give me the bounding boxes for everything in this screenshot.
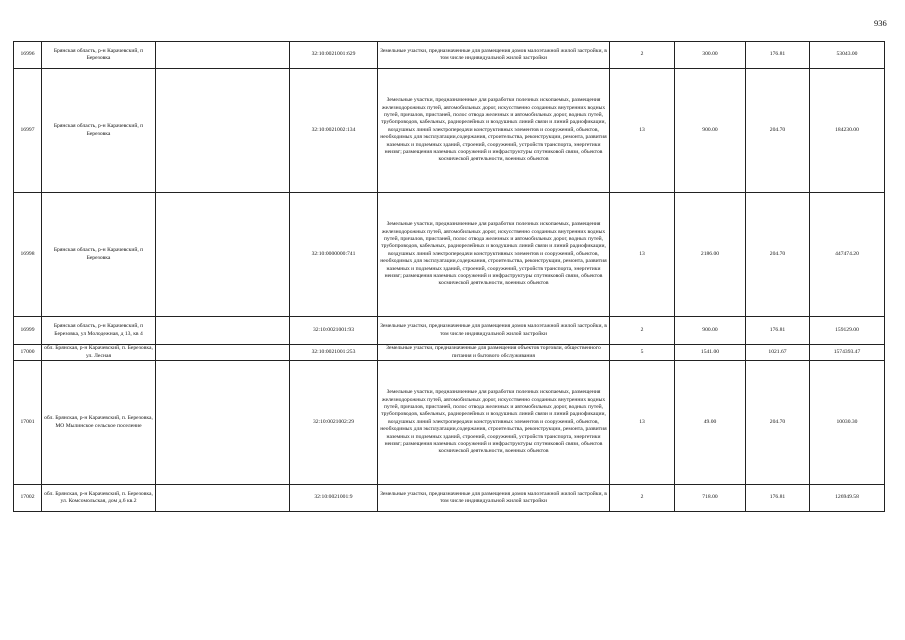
row-number-cell: 16996: [14, 42, 42, 69]
spacer-cell: [156, 485, 290, 512]
land-use-cell: Земельные участки, предназначенные для разработки полезных ископаемых, размещения железнодорожных путей, автомобильных дорог, искусственно созданных внутренних водных путей, причалов, пристаней, полос отвода железных и автомобильных дорог, водных путей, трубопроводов, кабельных, радиорелейных и воздушных линий связи и линий радиофикации, воздушных линий электропередачи конструктивных элементов и сооружений, объектов, необходимых для эксплуатации,содержания, строительства, реконструкции, ремонта, развития наземных и подземных зданий, строений, сооружений, устройств транспорта, энергетики неизвг; размещения наземных сооружений и инфраструктуры спутниковой связи, объектов космической деятельности, военных объектов: [378, 193, 610, 317]
table-row: [14, 193, 885, 317]
specific-value-cell: 204.70: [746, 361, 810, 485]
land-use-cell: Земельные участки, предназначенные для разработки полезных ископаемых, размещения железнодорожных путей, автомобильных дорог, искусственно созданных внутренних водных путей, причалов, пристаней, полос отвода железных и автомобильных дорог, водных путей, трубопроводов, кабельных, радиорелейных и воздушных линий связи и линий радиофикации, воздушных линий электропередачи конструктивных элементов и сооружений, объектов, необходимых для эксплуатации,содержания, строительства, реконструкции, ремонта, развития наземных и подземных зданий, строений, сооружений, устройств транспорта, энергетики неизвг; размещения наземных сооружений и инфраструктуры спутниковой связи, объектов космической деятельности, военных объектов: [378, 69, 610, 193]
address-cell: Брянская область, р-н Карачевский, п Березовка: [42, 193, 156, 317]
row-number-cell: 17002: [14, 485, 42, 512]
land-use-cell: Земельные участки, предназначенные для разработки полезных ископаемых, размещения железнодорожных путей, автомобильных дорог, искусственно созданных внутренних водных путей, причалов, пристаней, полос отвода железных и автомобильных дорог, водных путей, трубопроводов, кабельных, радиорелейных и воздушных линий связи и линий радиофикации, воздушных линий электропередачи конструктивных элементов и сооружений, объектов, необходимых для эксплуатации,содержания, строительства, реконструкции, ремонта, развития наземных и подземных зданий, строений, сооружений, устройств транспорта, энергетики неизвг; размещения наземных сооружений и инфраструктуры спутниковой связи, объектов космической деятельности, военных объектов: [378, 361, 610, 485]
address-cell: обл. Брянская, р-н Карачевский, п. Березовка, МО Мылинское сельское поселение: [42, 361, 156, 485]
table-row: [14, 317, 885, 345]
area-cell: 718.00: [675, 485, 746, 512]
cadastral-value-cell: 126949.58: [810, 485, 885, 512]
spacer-cell: [156, 69, 290, 193]
specific-value-cell: 176.81: [746, 42, 810, 69]
area-cell: 300.00: [675, 42, 746, 69]
row-number-cell: 16997: [14, 69, 42, 193]
table-row: [14, 485, 885, 512]
cadastral-number-cell: 32:10:0021002:134: [290, 69, 378, 193]
address-cell: Брянская область, р-н Карачевский, п Березовка: [42, 69, 156, 193]
cadastral-value-cell: 1574393.47: [810, 345, 885, 361]
area-cell: 900.00: [675, 317, 746, 345]
page-number: 936: [874, 18, 887, 28]
cadastral-number-cell: 32:10:0000000:741: [290, 193, 378, 317]
row-number-cell: 16999: [14, 317, 42, 345]
land-use-cell: Земельные участки, предназначенные для размещения домов малоэтажной жилой застройки, в том числе индивидуальной жилой застройки: [378, 42, 610, 69]
group-number-cell: 2: [610, 42, 675, 69]
address-cell: Брянская область, р-н Карачевский, п Березовка, ул Молодежная, д 13, кв 4: [42, 317, 156, 345]
group-number-cell: 2: [610, 485, 675, 512]
cadastral-number-cell: 32:10:0021001:629: [290, 42, 378, 69]
group-number-cell: 5: [610, 345, 675, 361]
cadastral-value-cell: 159129.00: [810, 317, 885, 345]
spacer-cell: [156, 42, 290, 69]
address-cell: обл. Брянская, р-н Карачевский, п. Березовка, ул. Комсомольская, дом д.6 кв.2: [42, 485, 156, 512]
cadastral-number-cell: 32:10:0021001:9: [290, 485, 378, 512]
table-row: [14, 345, 885, 361]
specific-value-cell: 176.81: [746, 317, 810, 345]
table-row: [14, 42, 885, 69]
specific-value-cell: 204.70: [746, 69, 810, 193]
spacer-cell: [156, 345, 290, 361]
cadastral-number-cell: 32:10:0021001:253: [290, 345, 378, 361]
area-cell: 900.00: [675, 69, 746, 193]
land-use-cell: Земельные участки, предназначенные для размещения домов малоэтажной жилой застройки, в том числе индивидуальной жилой застройки: [378, 317, 610, 345]
row-number-cell: 17001: [14, 361, 42, 485]
address-cell: Брянская область, р-н Карачевский, п Березовка: [42, 42, 156, 69]
group-number-cell: 13: [610, 69, 675, 193]
cadastral-value-cell: 10030.30: [810, 361, 885, 485]
specific-value-cell: 176.81: [746, 485, 810, 512]
table-row: [14, 361, 885, 485]
address-cell: обл. Брянская, р-н Карачевский, п. Березовка, ул. Лесная: [42, 345, 156, 361]
specific-value-cell: 1021.67: [746, 345, 810, 361]
land-use-cell: Земельные участки, предназначенные для размещения домов малоэтажной жилой застройки, в том числе индивидуальной жилой застройки: [378, 485, 610, 512]
spacer-cell: [156, 361, 290, 485]
land-use-cell: Земельные участки, предназначенные для размещения объектов торговли, общественного питания и бытового обслуживания: [378, 345, 610, 361]
cadastral-number-cell: 32:10:0021001:93: [290, 317, 378, 345]
specific-value-cell: 204.70: [746, 193, 810, 317]
cadastral-value-table: [13, 41, 885, 512]
cadastral-value-cell: 447474.20: [810, 193, 885, 317]
spacer-cell: [156, 317, 290, 345]
group-number-cell: 13: [610, 193, 675, 317]
area-cell: 1541.00: [675, 345, 746, 361]
group-number-cell: 13: [610, 361, 675, 485]
row-number-cell: 16998: [14, 193, 42, 317]
area-cell: 2186.00: [675, 193, 746, 317]
group-number-cell: 2: [610, 317, 675, 345]
row-number-cell: 17000: [14, 345, 42, 361]
cadastral-value-cell: 53043.00: [810, 42, 885, 69]
table-row: [14, 69, 885, 193]
spacer-cell: [156, 193, 290, 317]
cadastral-number-cell: 32:10:0021002:29: [290, 361, 378, 485]
area-cell: 49.00: [675, 361, 746, 485]
cadastral-value-cell: 184230.00: [810, 69, 885, 193]
